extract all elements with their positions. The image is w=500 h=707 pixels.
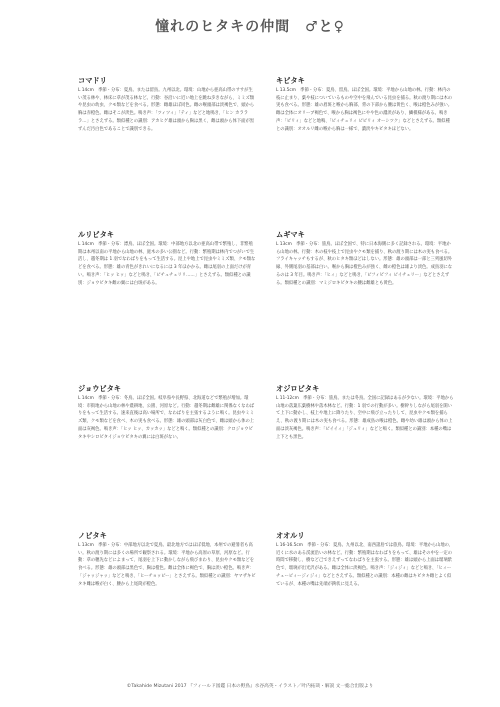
copyright-footer: ©Takahide Mizutani 2017 『フィールド図鑑 日本の野鳥』水谷高英・イラスト／叶内拓哉・解説 文一総合出版より [126,684,374,689]
entry-ojirobitaki [276,384,454,441]
entry-mugimaki [276,230,454,287]
entry-body: L 13.5cm 季節・分布：夏鳥、留鳥。ほぼ全国。環境：平地から山地の林。行動：林内の枝に止まり、葉や枝についているものや空中を飛んでいる昆虫を捕る。秋の渡り期には木の実も食べる。形態：雄の眉斑と喉から胸部、背の下部から腰は黄色く、喉は橙色みが強い。雌は全体にオリーブ褐色で、喉から胸は褐色にやや色の濃淡があり、鱗模様がある。鳴き声：「ピリィ」などと地鳴、「ピィチュリィ ピピリィ オーシツク」などとさえずる。類似種との識別：オオルリ雌の喉から胸は一様で、濃淡やキビタキほどない。 [276,88,453,132]
entry-joubitaki [78,384,256,441]
entry-body: L 14cm 季節・分布：漂鳥。ほぼ全国。環境：中部地方以北の亜高山帯で繁殖し、非繁殖期は本州以南の平地から山地の林、庭木の多い公園など。行動：繁殖期は林内でつがいで生活し、越冬期は 1 羽でなわばりをもって生活する。昆上や地上で昆虫やミミズ類、クモ類などを食べる。形態：雄の青色がきれいになるには 3 年ほかかる。雌は尾羽の上面だけが青い。鳴き声：「ヒッ ヒッ」などと鳴き、「ピチュチュリリ……」とさえずる。類似種との識別：ジョウビタキ雌の翼には白斑がある。 [78,242,256,286]
entry-name: オジロビタキ [276,384,320,393]
entry-ruribitaki [78,230,256,287]
page-title: 憧れのヒタキの仲間 ♂と♀ [155,19,345,35]
entry-name: コマドリ [78,76,107,85]
entry-name: ムギマキ [276,230,305,239]
entry-body: L 13cm 季節・分布：中部地方以北で夏鳥。最北地方ではほぼ低地、本州での避暑者も高い。秋の渡り期には多くの場所で観察される。環境：平地から高原の草原、河原など。行動：草の穂先などによまって、尾羽を上下に動かしながら飛びまわり、昆虫やクモ類などを食べる。形態：雄の頭部は黒色で、胸は橙色。雌は全体に褐色で、胸は淡い橙色。鳴き声：「ジャッジャッ」などと鳴き、「ヒーチョッピー」とさえずる。類似種との識別：ヤマザキビタキ雌は喉が白く、腰から上尾筒が橙色。 [78,543,256,587]
entry-name: ノビタキ [78,531,107,540]
entry-nobitaki [78,531,256,588]
entry-name: キビタキ [276,76,305,85]
entry-body: L 11-12cm 季節・分布：旅鳥。または冬鳥。全国に記録はあるが少ない。環境：平地から山地の落葉広葉樹林や落木林など。行動：1 羽での行動が多い。樹幹りしながら尾羽を開いて上下に動かし、枝上や地上に降りたり、空中に飛び立ったりして、昆虫やクモ類を捕らえ、秋の渡り期には木の実も食べる。形態：雄成鳥の喉は橙色。雌や幼い雄は頭から体の上面は淡灰褐色。鳴き声：「ピイイィ」「ジュリィ」などと鳴く。類似種との識別：本種の嘴は上下とも黒色。 [276,396,454,440]
entry-name: ルリビタキ [78,230,114,239]
entry-body: L 14cm 季節・分布：夏鳥。または留鳥。九州以北。環境：山地から亜高山帯のササが生い茂る林や、林床に草が茂る林など。行動：谷沿いに近い地上を跳ね歩きながら、ミミズ類や昆虫の幼虫、クモ類などを食べる。形態：雌雄ほぼ同色。雌の喉頭部は淡褐色で、頭から胸は赤橙色。雌はそこが淡色。鳴き声：「ツィツィ」「ティ」などと地鳴き、「ヒン カラララ…」とさえずる。類似種との識別：アカヒゲ雄は頭から胸は黒く、雌は頭から体下面が黒ずんだ汚白色であることで識別できる。 [78,88,255,132]
entry-name: ジョウビタキ [78,384,121,393]
entry-body: L 13cm 季節・分布：旅鳥。ほぼ全国で、特に日本海側に多く記録される。環境：平地から山地の林。行動：木の枝や枝上で昆虫やクモ類を捕り、秋の渡り期には木の実も食べる。フライキャッチもするが、秋のヒタキ類ほどはしない。形態：雄の頭部は一部と三列風切外縁、外側尾羽の基部は白い。喉から胸は橙色みが強く、雌の橙色は雄より淡色。成鳥羽になるのは 3 年目。鳴き声：「ヒィ」などと鳴き、「ピフィビフィ ピイチュリー」などとさえずる。類似種との識別：マミジロキビタキの腰は雌雄とも黄色。 [276,242,453,286]
entry-kibitaki [276,76,454,133]
entry-komadori [78,76,256,133]
entry-oruri [276,531,454,588]
entry-body: L 16-16.5cm 季節・分布：夏鳥。九州以北、南西諸島では旅鳥。環境：平地から山地の、近くに水のある渓流沿いの林など。行動：繁殖期はなわばりをもって、雄はその中を一定の時間で移動し、樹など己できえずってなわばりを主張する。形態：雄は頭から上面は瑠璃紫色で、瑠璃が出光沢がある。雌は全体に淡褐色。鳴き声：「ジィジィ」などと鳴き、「ヒィーチューピィージィジィ」などとさえずる。類似種との識別：本種の雌はキビタキ雌とよく似ているが、本種の嘴は先端が鉤状に見える。 [276,543,454,587]
entry-name: オオルリ [276,531,305,540]
entry-body: L 14cm 季節・分布：冬鳥。ほぼ全国。岐阜県や長野県、北海道などで繁殖が増加。環境：市街地から山地の林や農耕地、公園、河原など。行動：越冬期は雌雄に関係なくなわばりをもって生活する。速来直後は高い場所で、なわばりを主張するように鳴く。昆虫やミミズ類、クモ類などを食べ、木の実も食べる。形態：雄の頭部は灰白色で、雌は頭から体の上面は灰褐色。鳴き声：「ヒッ ヒッ、カッカッ」などと鳴く。類似種との識別：クロジョウビタキやシロビタイジョウビタキの翼には白斑がない。 [78,396,255,440]
